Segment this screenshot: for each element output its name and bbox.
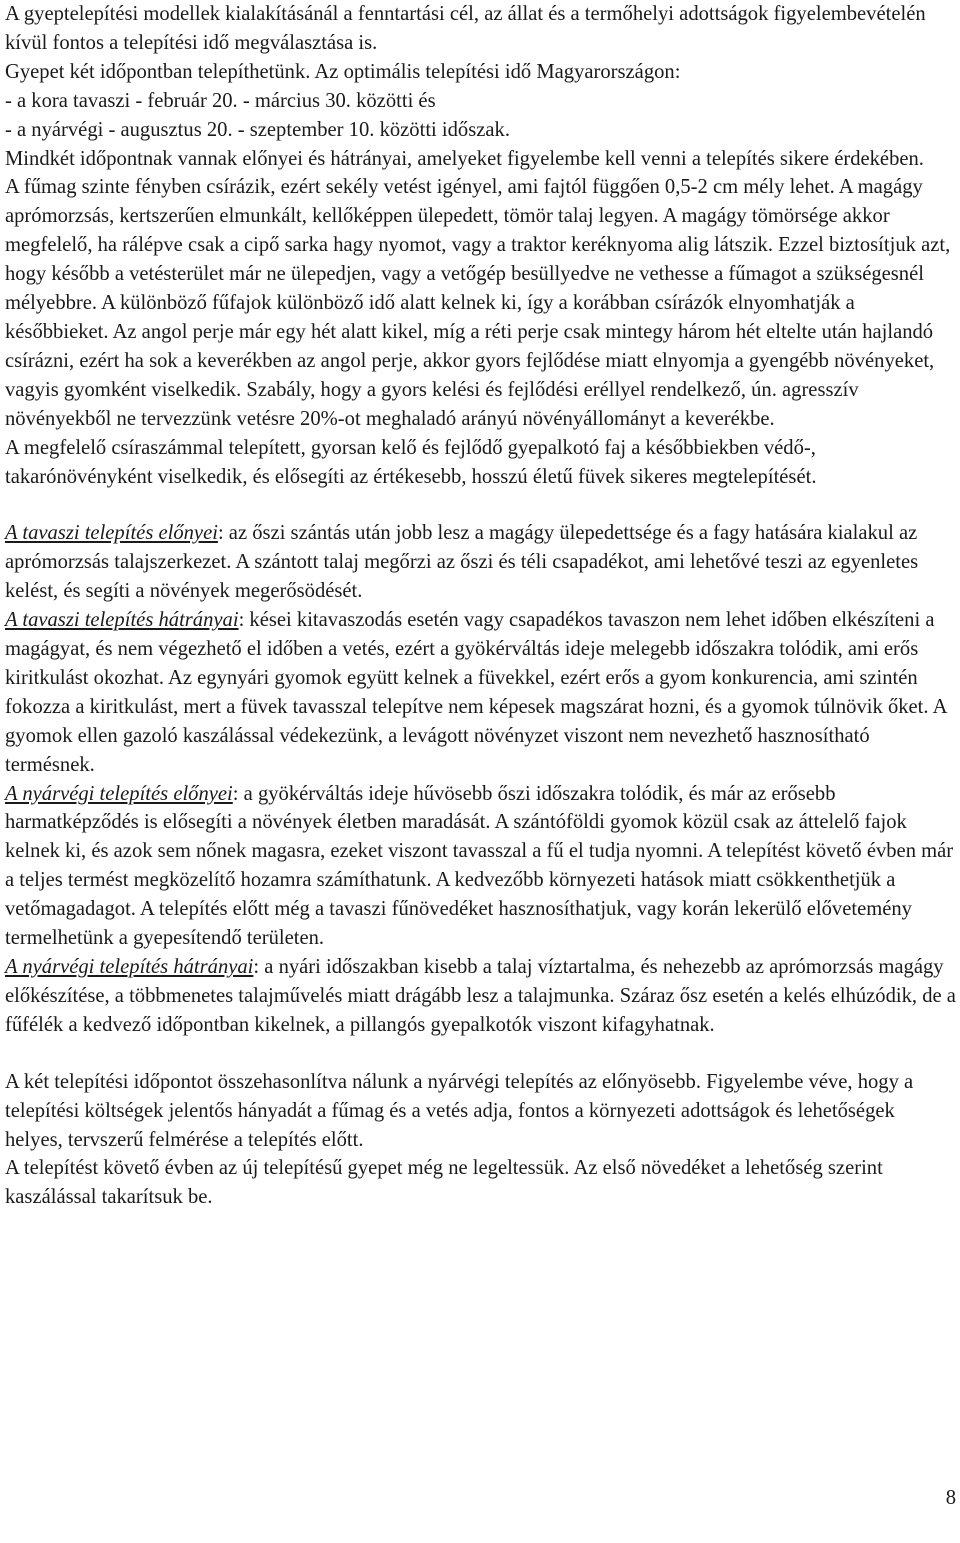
section-spring-disadvantages	[5, 606, 957, 779]
section-heading: A tavaszi telepítés hátrányai	[5, 609, 239, 632]
page-number: 8	[945, 1487, 956, 1509]
section-heading: A nyárvégi telepítés hátrányai	[5, 956, 254, 978]
paragraph-spacer	[5, 491, 957, 519]
section-text: : a nyári időszakban kisebb a talaj víztartalma, és nehezebb az aprómorzsás magágy előkészítése, a többmenetes talajművelés miatt drágább lesz a talajmunka. Száraz ősz esetén a kelés elhúzódik, de a fűfélék a kedvező időpontban kikelnek, a pillangós gyepalkotók viszont kifagyhatnak.	[5, 956, 956, 1036]
intro-paragraph: A fűmag szinte fényben csírázik, ezért sekély vetést igényel, ami fajtól függően 0,5-2 cm mély lehet. A magágy aprómorzsás, kertszerűen elmunkált, kellőképpen ülepedett, tömör talaj legyen. A magágy tömörsége akkor megfelelő, ha rálépve csak a cipő sarka hagy nyomot, vagy a traktor keréknyoma alig látszik. Ezzel biztosítjuk azt, hogy később a vetésterület már ne ülepedjen, vagy a vetőgép besüllyedve ne vethesse a fűmagot a szükségesnél mélyebbre. A különböző fűfajok különböző idő alatt kelnek ki, így a korábban csírázók elnyomhatják a későbbieket. Az angol perje már egy hét alatt kikel, míg a réti perje csak mintegy három hét eltelte után hajlandó csírázni, ezért ha sok a keverékben az angol perje, akkor gyors fejlődése miatt elnyomja a gyengébb növényeket, vagyis gyomként viselkedik. Szabály, hogy a gyors kelési és fejlődési eréllyel rendelkező, ún. agresszív növényekből ne tervezzünk vetésre 20%-ot meghaladó arányú növényállományt a keverékbe.	[5, 176, 951, 430]
section-text: : kései kitavaszodás esetén vagy csapadékos tavaszon nem lehet időben elkészíteni a magágyat, és nem végezhető el időben a vetés, ezért a gyökérváltás ideje melegebb időszakra tolódik, ami erős kiritkulást okozhat. Az egynyári gyomok együtt kelnek a füvekkel, ezért erős a gyom konkurencia, ami szintén fokozza a kiritkulást, mert a füvek tavasszal telepítve nem képesek magszárat hozni, és a gyomok túlnövik őket. A gyomok ellen gazoló kaszálással védekezünk, a levágott növényzet viszont nem nevezhető hasznosítható termésnek.	[5, 609, 947, 776]
paragraph-spacer	[5, 1040, 957, 1068]
closing-paragraph: A két telepítési időpontot összehasonlítva nálunk a nyárvégi telepítés az előnyösebb. Figyelembe véve, hogy a telepítési költségek jelentős hányadát a fűmag és a vetés adja, fontos a környezeti adottságok és lehetőségek helyes, tervszerű felmérése a telepítés előtt.	[5, 1070, 914, 1151]
intro-paragraph: Gyepet két időpontban telepíthetünk. Az optimális telepítési idő Magyarországon:	[5, 60, 681, 83]
intro-paragraph: A gyeptelepítési modellek kialakításánál a fenntartási cél, az állat és a termőhelyi adottságok figyelembevételén kívül fontos a telepítési idő megválasztása is.	[5, 3, 926, 54]
intro-paragraph: - a kora tavaszi - február 20. - március 30. közötti és	[5, 89, 436, 112]
section-text: : az őszi szántás után jobb lesz a magágy ülepedettsége és a fagy hatására kialakul az aprómorzsás talajszerkezet. A szántott talaj megőrzi az őszi és téli csapadékot, ami lehetővé teszi az egyenletes kelést, és segíti a növények megerősödését.	[5, 522, 919, 603]
closing-paragraph: A telepítést követő évben az új telepítésű gyepet még ne legeltessük. Az első növedéket a lehetőség szerint kaszálással takarítsuk be.	[5, 1157, 883, 1209]
section-summer-disadvantages	[5, 953, 957, 1040]
section-heading: A nyárvégi telepítés előnyei	[5, 782, 233, 805]
section-text: : a gyökérváltás ideje hűvösebb őszi időszakra tolódik, és már az erősebb harmatképződés is elősegíti a növények életben maradását. A szántóföldi gyomok közül csak az áttelelő fajok kelnek ki, és azok sem nőnek magasra, ezeket viszont tavasszal a fű el tudja nyomni. A telepítést követő évben már a teljes termést megközelítő hozamra számíthatunk. A kedvezőbb környezeti hatások miatt csökkenthetjük a vetőmagadagot. A telepítés előtt még a tavaszi fűnövedéket hasznosíthatjuk, vagy korán lekerülő elővetemény termelhetünk a gyepesítendő területen.	[5, 782, 954, 950]
section-summer-advantages	[5, 780, 957, 953]
intro-paragraph: A megfelelő csíraszámmal telepített, gyorsan kelő és fejlődő gyepalkotó faj a későbbiekben védő-, takarónövényként viselkedik, és elősegíti az értékesebb, hosszú életű füvek sikeres megtelepítését.	[5, 436, 817, 488]
section-spring-advantages	[5, 519, 957, 606]
intro-paragraph: Mindkét időpontnak vannak előnyei és hátrányai, amelyeket figyelembe kell venni a telepítés sikere érdekében.	[5, 147, 924, 170]
section-heading: A tavaszi telepítés előnyei	[5, 522, 218, 545]
intro-paragraph: - a nyárvégi - augusztus 20. - szeptember 10. közötti időszak.	[5, 118, 510, 141]
document-page	[5, 0, 957, 1212]
